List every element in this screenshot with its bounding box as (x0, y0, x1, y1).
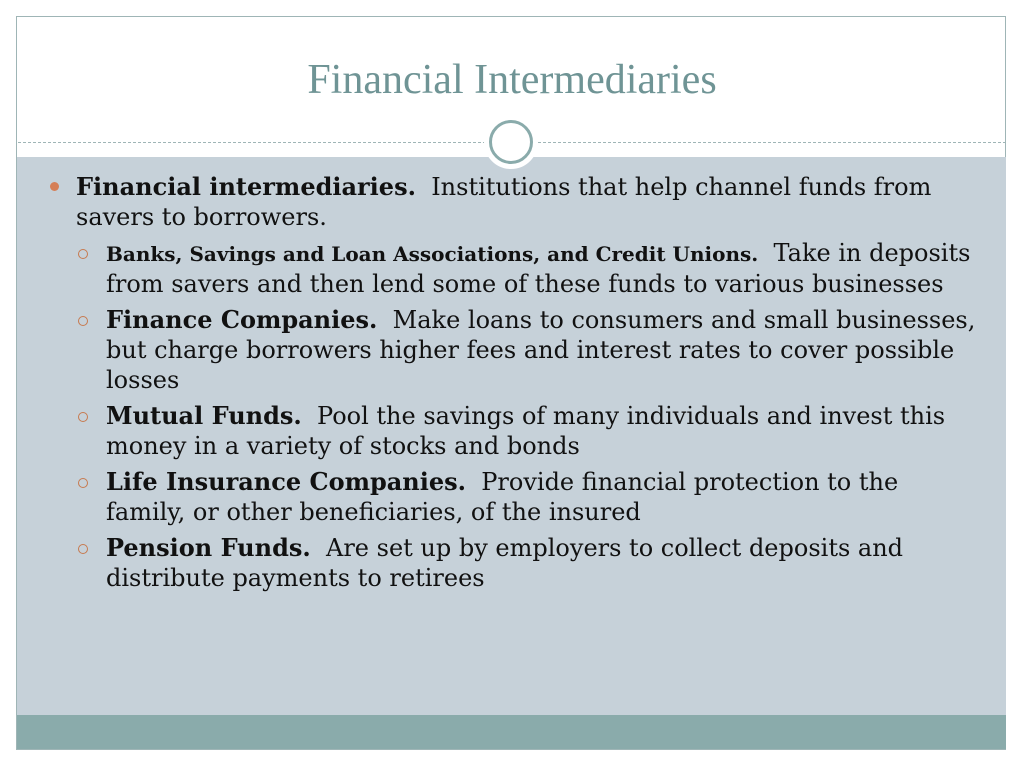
sub-bullet-label: Life Insurance Companies. (106, 467, 466, 496)
sub-bullet-text: Make loans to consumers and small businesses, but charge borrowers higher fees and interest rates to cover possible losses (106, 306, 976, 394)
sub-bullet-text: Take in deposits from savers and then lend some of these funds to various businesses (106, 239, 971, 298)
sub-bullet-pension-funds (44, 533, 984, 593)
sub-bullet-life-insurance (44, 467, 984, 527)
sub-bullet-label: Mutual Funds. (106, 401, 302, 430)
hollow-bullet-icon (78, 412, 88, 422)
sub-bullet-text: Pool the savings of many individuals and invest this money in a variety of stocks and bonds (106, 402, 946, 460)
hollow-bullet-icon (78, 544, 88, 554)
bullet-list (44, 172, 984, 599)
sub-bullet-finance-companies (44, 305, 984, 395)
main-bullet (44, 172, 984, 232)
circle-ornament-icon (484, 115, 538, 169)
sub-bullet-mutual-funds (44, 401, 984, 461)
hollow-bullet-icon (78, 249, 88, 259)
sub-bullet-text: Provide financial protection to the family, or other beneficiaries, of the insured (106, 468, 899, 526)
sub-bullet-label: Finance Companies. (106, 305, 378, 334)
hollow-bullet-icon (78, 316, 88, 326)
footer-bar (17, 715, 1006, 749)
main-bullet-label: Financial intermediaries. (76, 172, 416, 201)
bullet-dot-icon (50, 182, 59, 191)
slide-title: Financial Intermediaries (307, 57, 717, 103)
sub-bullet-banks (44, 238, 984, 299)
sub-bullet-label: Banks, Savings and Loan Associations, and Credit Unions. (106, 242, 759, 266)
main-bullet-text: Institutions that help channel funds from savers to borrowers. (76, 173, 932, 231)
sub-bullet-label: Pension Funds. (106, 533, 311, 562)
hollow-bullet-icon (78, 478, 88, 488)
sub-bullet-text: Are set up by employers to collect deposits and distribute payments to retirees (106, 534, 904, 592)
